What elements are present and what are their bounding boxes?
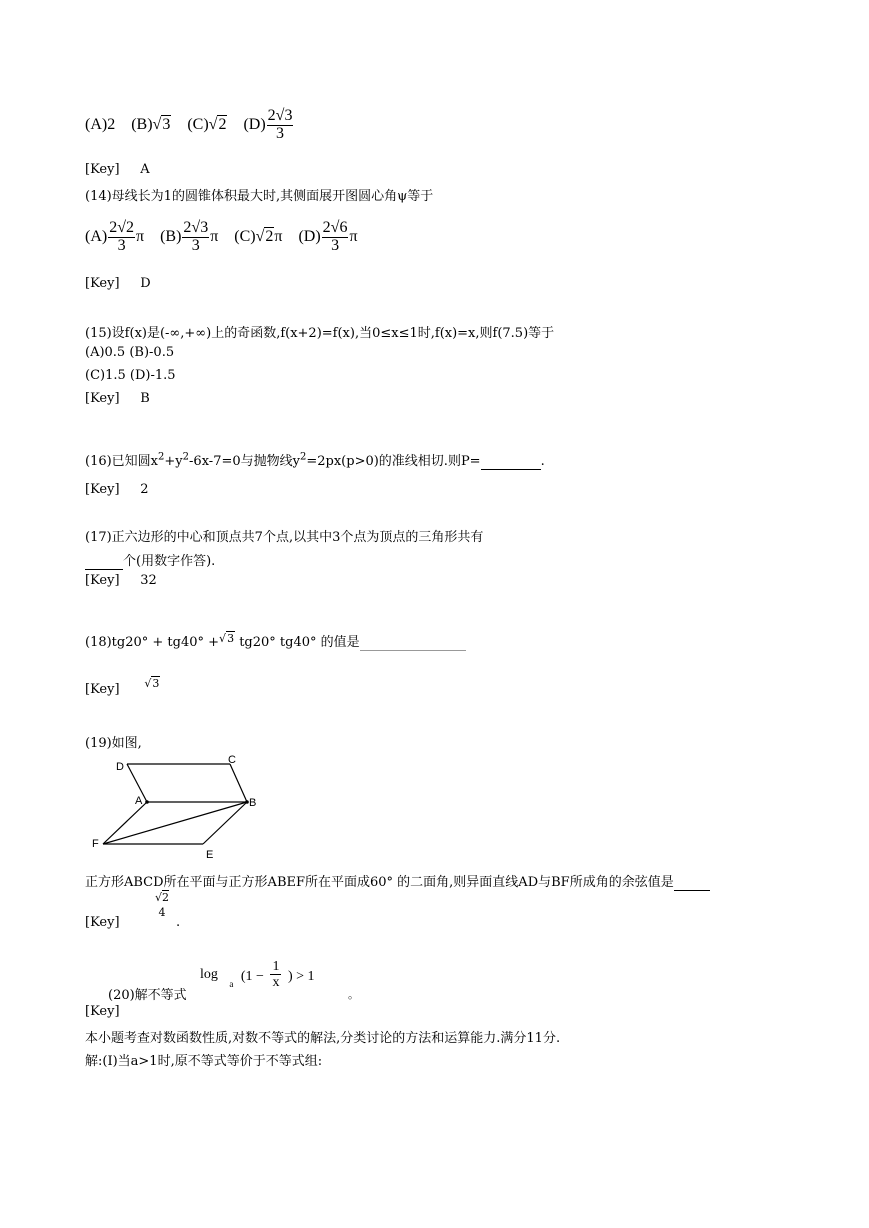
q19-figure <box>85 752 275 864</box>
label-b: B <box>249 797 257 809</box>
fraction <box>322 220 349 255</box>
q19-key-value <box>155 892 169 919</box>
answer-blank <box>481 454 541 470</box>
key-label: [Key] <box>85 391 120 406</box>
radicand: 3 <box>200 219 209 236</box>
q13-option-b-label: (B) <box>131 115 153 133</box>
q16-text-1: (16)已知圆x <box>85 454 159 469</box>
label-d: D <box>116 761 124 773</box>
key-label: [Key] <box>85 162 120 177</box>
fraction <box>182 220 209 255</box>
q18-key <box>85 677 160 697</box>
log-base: a <box>229 979 234 989</box>
q13-options <box>85 108 294 143</box>
key-value: 32 <box>140 573 157 588</box>
q14-option-d <box>298 219 358 254</box>
q15-options-row1: (A)0.5 (B)-0.5 <box>85 345 175 360</box>
key-label: [Key] <box>85 482 120 497</box>
q14-options <box>85 220 358 255</box>
expr-close: ) > 1 <box>287 969 315 984</box>
q16-period: . <box>540 454 545 469</box>
sqrt-sign: √3 <box>152 115 171 133</box>
denominator: 3 <box>331 236 340 254</box>
q20-inequality <box>200 959 315 991</box>
answer-blank <box>360 635 466 651</box>
pi-symbol: π <box>274 227 283 245</box>
q13-key <box>85 162 150 177</box>
q19-text: 正方形ABCD所在平面与正方形ABEF所在平面成60° 的二面角,则异面直线AD与BF所成角的余弦值是 <box>85 875 674 890</box>
numerator: 1 <box>272 959 280 974</box>
radicand: 2 <box>265 227 274 245</box>
expr-open: (1 − <box>240 969 264 984</box>
denominator: 3 <box>276 124 285 142</box>
answer-blank <box>674 875 710 891</box>
q16-text-3: -6x-7=0与抛物线y <box>189 454 300 469</box>
key-value: 2 <box>140 482 149 497</box>
numerator: 2√2 <box>109 219 134 236</box>
denominator: x <box>272 975 280 991</box>
denominator: 3 <box>117 236 126 254</box>
q16-text-2: +y <box>164 454 183 469</box>
answer-blank <box>85 554 123 570</box>
denominator: 3 <box>191 236 200 254</box>
numerator: √2 <box>155 891 170 904</box>
q13-option-b <box>131 116 171 133</box>
q17-stem-line2 <box>85 550 215 570</box>
key-value: A <box>140 162 150 177</box>
numerator: 2√3 <box>267 107 293 124</box>
q20-analysis: 本小题考查对数函数性质,对数不等式的解法,分类讨论的方法和运算能力.满分11分. <box>85 1031 561 1046</box>
numerator: 2√3 <box>183 219 209 236</box>
radicand: 2 <box>218 115 227 133</box>
q16-text-4: =2px(p>0)的准线相切.则P= <box>306 454 481 469</box>
coef: 2 <box>267 107 276 124</box>
q14-option-a <box>85 219 145 254</box>
q17-text: 个(用数字作答). <box>123 554 216 569</box>
key-value: D <box>140 276 151 291</box>
q13-option-c-label: (C) <box>187 115 209 133</box>
q20-key: [Key] <box>85 1004 120 1019</box>
q19-key <box>85 915 120 930</box>
key-label: [Key] <box>85 276 120 291</box>
radicand: 3 <box>162 115 171 133</box>
sqrt-sign: √2 <box>255 227 274 245</box>
superscript: 2 <box>158 451 165 463</box>
q18-text-1: (18)tg20° + tg40° + <box>85 635 220 650</box>
edge-cb <box>230 764 247 802</box>
pi-symbol: π <box>136 227 145 245</box>
q13-option-d <box>243 107 294 142</box>
q17-stem-line1: (17)正六边形的中心和顶点共7个点,以其中3个点为顶点的三角形共有 <box>85 530 484 545</box>
radicand: 2 <box>126 219 134 236</box>
key-label: [Key] <box>85 573 120 588</box>
key-label: [Key] <box>85 915 120 930</box>
denominator: 4 <box>158 905 166 919</box>
q16-key <box>85 482 149 497</box>
numerator: 2√6 <box>322 219 348 236</box>
q18-text-2: tg20° tg40° 的值是 <box>239 635 360 650</box>
q19-key-period: . <box>176 915 181 930</box>
key-label: [Key] <box>85 682 120 697</box>
q14-option-c-label: (C) <box>234 227 256 245</box>
q15-key <box>85 391 150 406</box>
label-f: F <box>92 838 99 850</box>
q13-option-c <box>187 116 227 133</box>
q15-options-row2: (C)1.5 (D)-1.5 <box>85 368 176 383</box>
q14-option-a-label: (A) <box>85 227 108 245</box>
q13-option-d-label: (D) <box>243 115 266 133</box>
sqrt-sign: √3 <box>144 677 160 690</box>
coef: 2 <box>183 219 192 236</box>
key-value: B <box>140 391 150 406</box>
q19-body <box>85 871 710 891</box>
q16-stem <box>85 450 545 470</box>
coef: 2 <box>322 219 331 236</box>
radicand: 2 <box>162 891 170 904</box>
q14-option-c <box>234 228 282 245</box>
q20-stem: (20)解不等式 <box>108 988 187 1003</box>
sqrt-sign: √2 <box>208 115 227 133</box>
fraction <box>108 220 135 255</box>
q20-solution: 解:(Ⅰ)当a>1时,原不等式等价于不等式组: <box>85 1054 323 1069</box>
coef: 2 <box>109 219 118 236</box>
q14-option-b-label: (B) <box>160 227 182 245</box>
q14-key <box>85 276 151 291</box>
q15-stem: (15)设f(x)是(-∞,+∞)上的奇函数,f(x+2)=f(x),当0≤x≤1时,f(x)=x,则f(7.5)等于 <box>85 326 555 341</box>
q13-option-a: (A)2 <box>85 115 116 133</box>
superscript: 2 <box>299 451 307 463</box>
point-a <box>145 800 149 804</box>
pi-symbol: π <box>349 227 358 245</box>
radicand: 3 <box>152 677 160 690</box>
label-a: A <box>135 795 143 807</box>
sqrt-sign: √3 <box>219 632 235 645</box>
log-symbol: log <box>200 967 218 982</box>
q14-option-d-label: (D) <box>298 227 321 245</box>
label-e: E <box>206 849 214 861</box>
q14-stem: (14)母线长为1的圆锥体积最大时,其侧面展开图圆心角ψ等于 <box>85 189 434 204</box>
q20-stem-end: 。 <box>348 988 359 1001</box>
superscript: 2 <box>182 451 190 463</box>
q18-stem <box>85 631 466 651</box>
label-c: C <box>228 754 236 766</box>
radicand: 3 <box>284 107 293 124</box>
q19-stem: (19)如图, <box>85 736 142 751</box>
q17-key <box>85 573 157 588</box>
fraction <box>270 959 281 991</box>
pi-symbol: π <box>210 227 219 245</box>
radicand: 3 <box>227 632 235 645</box>
q14-option-b <box>160 219 219 254</box>
radicand: 6 <box>339 219 348 236</box>
fraction <box>267 108 294 143</box>
